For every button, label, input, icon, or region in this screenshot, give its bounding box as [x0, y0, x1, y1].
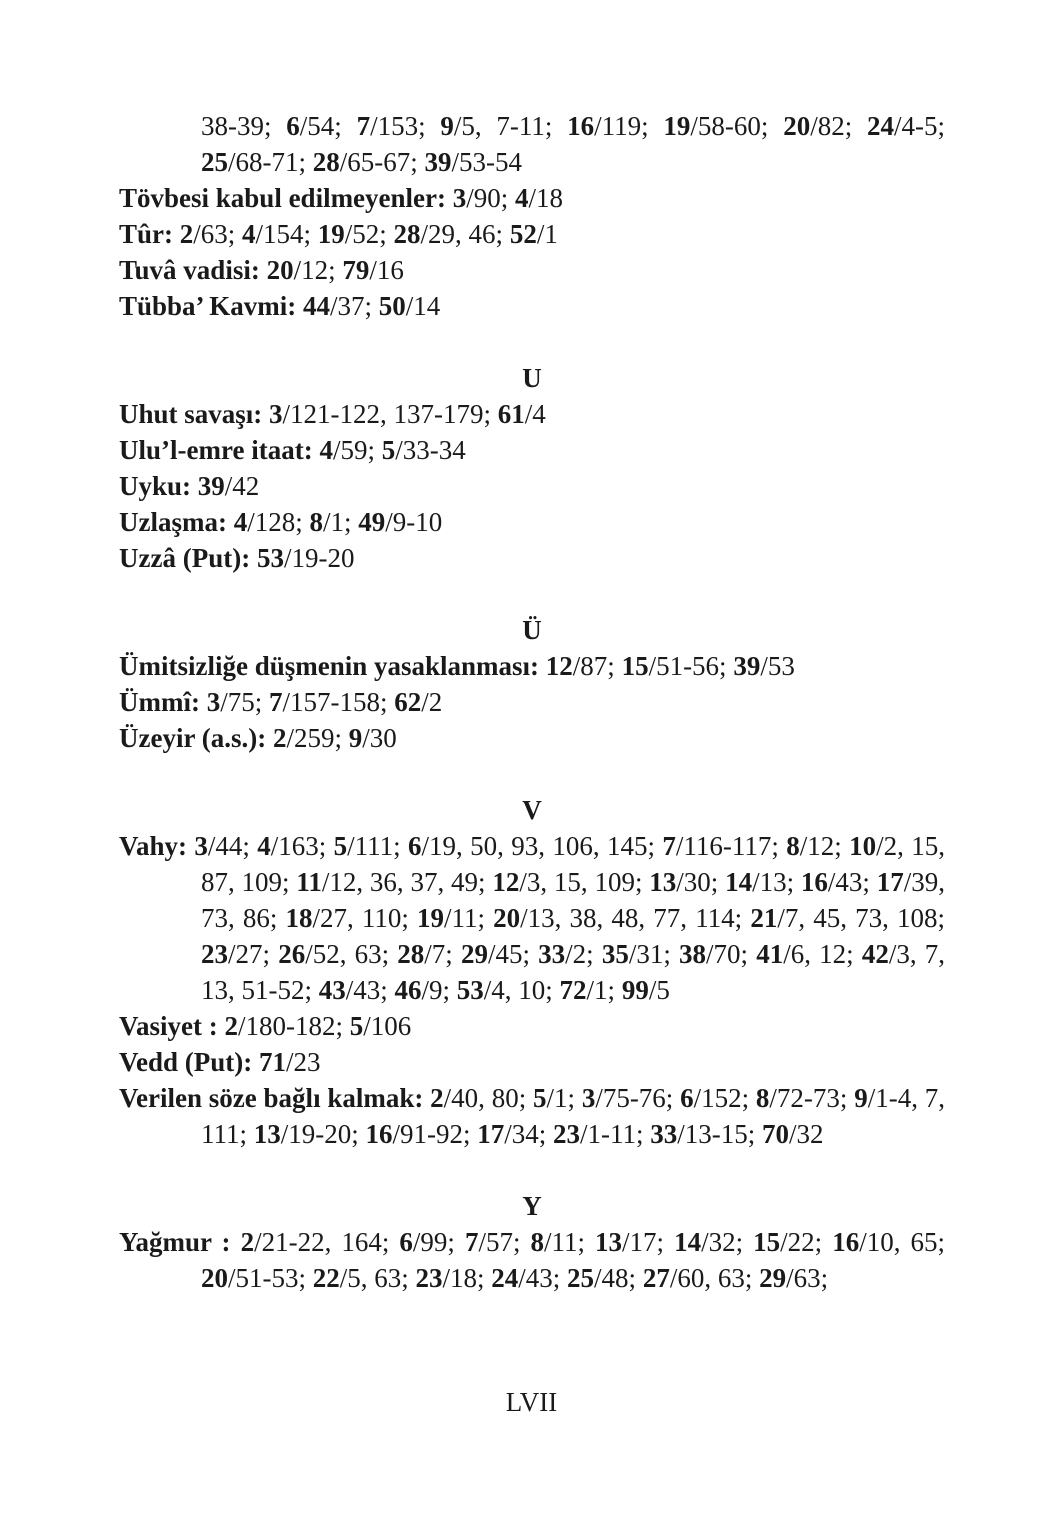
verse-reference: /32 [789, 1119, 824, 1149]
verse-reference: /29, 46; [420, 219, 510, 249]
verse-reference: /65-67; [339, 147, 425, 177]
surah-number: 2 [272, 723, 287, 753]
surah-number: 19 [417, 903, 445, 933]
verse-reference: /37; [330, 291, 379, 321]
surah-number: 8 [755, 1083, 770, 1113]
index-term: Vahy: [119, 831, 188, 861]
surah-number: 13 [253, 1119, 281, 1149]
verse-reference: /57; [478, 1227, 531, 1257]
surah-number: 28 [393, 219, 421, 249]
surah-number: 71 [259, 1047, 287, 1077]
index-term: Tûr: [119, 219, 173, 249]
surah-number: 8 [309, 507, 323, 537]
surah-number: 7 [662, 831, 676, 861]
index-entry [119, 720, 945, 756]
surah-number: 99 [621, 975, 649, 1005]
verse-reference: /9; [421, 975, 457, 1005]
verse-reference: /16 [369, 255, 404, 285]
verse-reference: /52, 63; [305, 939, 398, 969]
verse-reference: /13; [752, 867, 801, 897]
index-entry [119, 1080, 945, 1152]
index-term: Tuvâ vadisi: [119, 255, 260, 285]
verse-reference: /45; [487, 939, 539, 969]
verse-reference: /43; [518, 1263, 568, 1293]
index-term: Ümitsizliğe düşmenin yasaklanması: [119, 651, 540, 681]
verse-reference: /9-10 [385, 507, 443, 537]
surah-number: 12 [492, 867, 520, 897]
verse-reference: /90; [466, 183, 516, 213]
continuation-line [119, 108, 945, 180]
page-number: LVII [505, 1387, 558, 1417]
surah-number: 7 [464, 1227, 479, 1257]
surah-number: 2 [430, 1083, 444, 1113]
section-letter: U [522, 363, 542, 393]
verse-reference: /12; [293, 255, 343, 285]
surah-number: 6 [680, 1083, 694, 1113]
verse-reference: /2 [421, 687, 443, 717]
surah-number: 61 [497, 399, 525, 429]
surah-number: 44 [303, 291, 331, 321]
verse-reference: /52; [344, 219, 394, 249]
index-entry [119, 540, 945, 576]
verse-reference: /12; [799, 831, 850, 861]
surah-number: 29 [460, 939, 488, 969]
index-entry [119, 396, 945, 432]
index-term: Vedd (Put): [119, 1047, 253, 1077]
surah-number: 70 [762, 1119, 790, 1149]
verse-reference: /128; [247, 507, 310, 537]
surah-number: 8 [786, 831, 800, 861]
surah-number: 3 [206, 687, 221, 717]
surah-number: 23 [201, 939, 228, 969]
surah-number: 10 [849, 831, 877, 861]
verse-reference: /22; [780, 1227, 833, 1257]
verse-reference: /106 [363, 1011, 412, 1041]
surah-number: 20 [783, 111, 811, 141]
surah-number: 23 [553, 1119, 581, 1149]
index-term: Ulu’l-emre itaat: [119, 435, 313, 465]
verse-reference: /19, 50, 93, 106, 145; [421, 831, 663, 861]
surah-number: 6 [286, 111, 300, 141]
surah-number: 21 [750, 903, 778, 933]
index-term: Üzeyir (a.s.): [119, 723, 267, 753]
index-term: Vasiyet : [119, 1011, 218, 1041]
verse-reference: /34; [504, 1119, 554, 1149]
verse-reference: /53-54 [451, 147, 522, 177]
surah-number: 16 [365, 1119, 393, 1149]
surah-number: 18 [285, 903, 313, 933]
surah-number: 4 [319, 435, 333, 465]
index-term: Yağmur : [119, 1227, 231, 1257]
surah-number: 16 [800, 867, 828, 897]
verse-reference: /27; [228, 939, 279, 969]
index-entry [119, 432, 945, 468]
surah-number: 4 [515, 183, 529, 213]
index-entry [119, 504, 945, 540]
continued-entry [119, 108, 945, 180]
surah-number: 20 [201, 1263, 228, 1293]
index-term: Tübba’ Kavmi: [119, 291, 297, 321]
verse-reference: /44; [207, 831, 258, 861]
index-entry [119, 180, 945, 216]
surah-number: 13 [649, 867, 677, 897]
surah-number: 15 [621, 651, 649, 681]
index-entry [119, 1008, 945, 1044]
verse-reference: /121-122, 137-179; [282, 399, 498, 429]
surah-number: 35 [601, 939, 629, 969]
surah-number: 28 [397, 939, 425, 969]
surah-number: 28 [312, 147, 340, 177]
verse-reference: /99; [412, 1227, 465, 1257]
surah-number: 33 [650, 1119, 678, 1149]
surah-number: 2 [224, 1011, 238, 1041]
surah-number: 2 [179, 219, 194, 249]
verse-reference: /1; [323, 507, 359, 537]
verse-reference: /43; [827, 867, 877, 897]
surah-number: 5 [533, 1083, 547, 1113]
verse-reference: /157-158; [282, 687, 395, 717]
verse-reference: /1-11; [580, 1119, 651, 1149]
verse-reference: /91-92; [392, 1119, 478, 1149]
index-term: Verilen söze bağlı kalmak: [119, 1083, 424, 1113]
verse-reference: /53 [760, 651, 795, 681]
surah-number: 9 [348, 723, 363, 753]
surah-number: 72 [559, 975, 587, 1005]
verse-reference: /72-73; [769, 1083, 855, 1113]
verse-reference: /13, 38, 48, 77, 114; [520, 903, 751, 933]
verse-reference: /3, 7, 13, 51-52; [201, 939, 945, 1005]
surah-number: 27 [642, 1263, 670, 1293]
surah-number: 53 [456, 975, 484, 1005]
verse-reference: /13-15; [677, 1119, 763, 1149]
surah-number: 19 [663, 111, 691, 141]
surah-number: 11 [296, 867, 322, 897]
surah-number: 26 [278, 939, 306, 969]
index-term: Ümmî: [119, 687, 200, 717]
verse-reference: /18 [528, 183, 564, 213]
surah-number: 23 [415, 1263, 443, 1293]
verse-reference: /5 [648, 975, 670, 1005]
verse-reference: /42 [224, 471, 260, 501]
verse-reference: /21-22, 164; [254, 1227, 400, 1257]
verse-reference: /18; [442, 1263, 492, 1293]
index-sections [119, 180, 945, 1296]
verse-reference: /11; [544, 1227, 596, 1257]
surah-number: 42 [861, 939, 889, 969]
index-term: Uhut savaşı: [119, 399, 263, 429]
surah-number: 15 [753, 1227, 781, 1257]
verse-reference: /4 [524, 399, 546, 429]
verse-reference: /30 [362, 723, 397, 753]
surah-number: 41 [756, 939, 784, 969]
surah-number: 6 [399, 1227, 413, 1257]
verse-reference: /58-60; [690, 111, 784, 141]
surah-number: 9 [440, 111, 454, 141]
surah-number: 3 [269, 399, 283, 429]
verse-reference: /7; [424, 939, 461, 969]
surah-number: 29 [759, 1263, 787, 1293]
surah-number: 4 [242, 219, 256, 249]
index-term: Uyku: [119, 471, 192, 501]
surah-number: 5 [381, 435, 396, 465]
verse-reference: /51-56; [648, 651, 734, 681]
verse-reference: /1 [536, 219, 558, 249]
index-entry [119, 828, 945, 1008]
surah-number: 39 [424, 147, 452, 177]
surah-number: 20 [493, 903, 521, 933]
verse-reference: /7, 45, 73, 108; [777, 903, 945, 933]
verse-reference: /51-53; [228, 1263, 313, 1293]
surah-number: 8 [530, 1227, 544, 1257]
index-entry [119, 648, 945, 684]
section-letter: V [522, 795, 542, 825]
surah-number: 25 [567, 1263, 595, 1293]
surah-number: 43 [318, 975, 346, 1005]
index-entry [119, 288, 945, 324]
verse-reference: /10, 65; [859, 1227, 945, 1257]
verse-reference: /63; [193, 219, 243, 249]
surah-number: 3 [194, 831, 208, 861]
surah-number: 46 [394, 975, 422, 1005]
verse-reference: /5, 7-11; [453, 111, 568, 141]
verse-reference: /31; [628, 939, 680, 969]
verse-reference: /1; [546, 1083, 582, 1113]
verse-reference: /30; [676, 867, 726, 897]
verse-reference: /111; [347, 831, 409, 861]
surah-number: 16 [832, 1227, 860, 1257]
verse-reference: /154; [255, 219, 318, 249]
surah-number: 13 [595, 1227, 623, 1257]
verse-reference: /75; [220, 687, 269, 717]
verse-reference: /48; [594, 1263, 643, 1293]
verse-reference: /1; [586, 975, 622, 1005]
verse-reference: /32; [701, 1227, 754, 1257]
index-term: Uzzâ (Put): [119, 543, 251, 573]
surah-number: 24 [491, 1263, 519, 1293]
index-term: Uzlaşma: [119, 507, 227, 537]
surah-number: 16 [567, 111, 595, 141]
surah-number: 7 [356, 111, 371, 141]
surah-number: 3 [581, 1083, 596, 1113]
verse-reference: /39, 73, 86; [201, 867, 945, 933]
index-entry [119, 684, 945, 720]
index-term: Tövbesi kabul edilmeyenler: [119, 183, 447, 213]
verse-reference: /3, 15, 109; [519, 867, 650, 897]
verse-reference: /119; [594, 111, 664, 141]
surah-number: 79 [342, 255, 370, 285]
verse-reference: 38-39; [201, 111, 287, 141]
verse-reference: /152; [693, 1083, 756, 1113]
surah-number: 25 [201, 147, 228, 177]
surah-number: 7 [269, 687, 283, 717]
surah-number: 50 [378, 291, 406, 321]
index-entry [119, 468, 945, 504]
verse-reference: /68-71; [228, 147, 313, 177]
verse-reference: /2; [565, 939, 602, 969]
surah-number: 5 [333, 831, 348, 861]
verse-reference: /153; [370, 111, 441, 141]
verse-reference: /17; [622, 1227, 675, 1257]
index-entry [119, 1224, 945, 1296]
verse-reference: /54; [299, 111, 357, 141]
surah-number: 17 [876, 867, 904, 897]
verse-reference: /2, 15, 87, 109; [201, 831, 945, 897]
surah-number: 2 [240, 1227, 255, 1257]
verse-reference: /75-76; [595, 1083, 681, 1113]
verse-reference: /33-34 [395, 435, 466, 465]
verse-reference: /23 [286, 1047, 321, 1077]
surah-number: 4 [233, 507, 248, 537]
verse-reference: /1-4, 7, 111; [201, 1083, 945, 1149]
surah-number: 3 [452, 183, 467, 213]
verse-reference: /63; [786, 1263, 829, 1293]
surah-number: 12 [545, 651, 573, 681]
surah-number: 14 [674, 1227, 702, 1257]
surah-number: 4 [257, 831, 271, 861]
surah-number: 38 [679, 939, 707, 969]
verse-reference: /4, 10; [483, 975, 560, 1005]
verse-reference: /259; [286, 723, 349, 753]
surah-number: 19 [317, 219, 345, 249]
index-entry [119, 216, 945, 252]
verse-reference: /82; [810, 111, 867, 141]
surah-number: 9 [854, 1083, 868, 1113]
surah-number: 24 [866, 111, 894, 141]
verse-reference: /11; [444, 903, 494, 933]
verse-reference: /60, 63; [669, 1263, 760, 1293]
surah-number: 6 [408, 831, 422, 861]
verse-reference: /59; [332, 435, 382, 465]
surah-number: 17 [477, 1119, 505, 1149]
surah-number: 49 [358, 507, 386, 537]
surah-number: 53 [256, 543, 284, 573]
verse-reference: /4-5; [893, 111, 945, 141]
surah-number: 5 [349, 1011, 364, 1041]
verse-reference: /43; [345, 975, 395, 1005]
index-page [119, 108, 945, 1296]
surah-number: 62 [394, 687, 422, 717]
verse-reference: /40, 80; [443, 1083, 534, 1113]
verse-reference: /163; [270, 831, 334, 861]
index-entry [119, 1044, 945, 1080]
section-letter: Y [522, 1191, 542, 1221]
verse-reference: /27, 110; [312, 903, 418, 933]
verse-reference: /12, 36, 37, 49; [321, 867, 493, 897]
surah-number: 22 [312, 1263, 340, 1293]
verse-reference: /19-20 [283, 543, 355, 573]
surah-number: 52 [509, 219, 537, 249]
surah-number: 33 [538, 939, 566, 969]
surah-number: 20 [266, 255, 294, 285]
verse-reference: /14 [405, 291, 441, 321]
verse-reference: /70; [706, 939, 757, 969]
surah-number: 39 [733, 651, 761, 681]
surah-number: 14 [725, 867, 753, 897]
verse-reference: /87; [572, 651, 622, 681]
verse-reference: /116-117; [675, 831, 787, 861]
section-letter: Ü [522, 615, 542, 645]
verse-reference: /6, 12; [783, 939, 862, 969]
index-entry [119, 252, 945, 288]
surah-number: 39 [197, 471, 225, 501]
verse-reference: /19-20; [280, 1119, 366, 1149]
verse-reference: /5, 63; [339, 1263, 416, 1293]
verse-reference: /180-182; [238, 1011, 350, 1041]
